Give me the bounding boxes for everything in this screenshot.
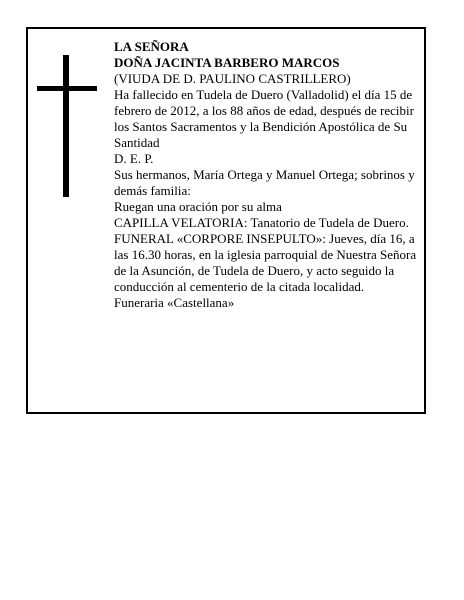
dep-line: D. E. P. [114, 151, 154, 166]
latin-cross-icon [37, 55, 97, 197]
funeral-paragraph: FUNERAL «CORPORE INSEPULTO»: Jueves, día 16, a las 16.30 horas, en la iglesia parroquial de Nuestra Señora de la Asunción, de Tudela de Duero, y acto seguido la conducción al cementerio de la citada localidad. [114, 231, 417, 294]
obituary-text [114, 39, 422, 311]
family-paragraph: Sus hermanos, María Ortega y Manuel Ortega; sobrinos y demás familia: [114, 167, 415, 198]
cross-vertical-bar [63, 55, 69, 197]
prayer-line: Ruegan una oración por su alma [114, 199, 282, 214]
notice-title: LA SEÑORA [114, 39, 189, 54]
widow-line: (VIUDA DE D. PAULINO CASTRILLERO) [114, 71, 351, 86]
funeral-home-line: Funeraria «Castellana» [114, 295, 235, 310]
chapel-paragraph: CAPILLA VELATORIA: Tanatorio de Tudela de Duero. [114, 215, 409, 230]
deceased-name: DOÑA JACINTA BARBERO MARCOS [114, 55, 340, 70]
death-paragraph: Ha fallecido en Tudela de Duero (Valladolid) el día 15 de febrero de 2012, a los 88 años de edad, después de recibir los Santos Sacramentos y la Bendición Apostólica de Su Santidad [114, 87, 414, 150]
cross-horizontal-bar [37, 86, 97, 91]
